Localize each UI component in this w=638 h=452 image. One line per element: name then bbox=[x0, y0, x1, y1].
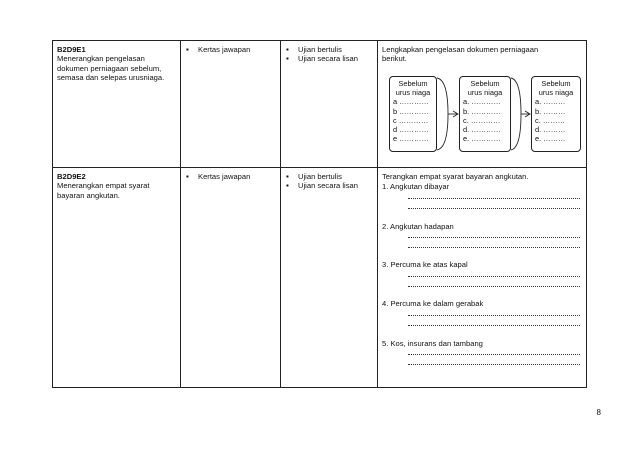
assessment-table bbox=[52, 40, 587, 388]
description-line: Menerangkan pengelasan bbox=[57, 54, 145, 64]
outcome-code: B2D9E2 bbox=[57, 172, 86, 181]
row1-instruction-cell bbox=[382, 45, 582, 64]
question-item: 4. Percuma ke dalam gerabak bbox=[382, 299, 484, 308]
answer-line bbox=[408, 237, 580, 238]
row1-description-cell bbox=[57, 45, 177, 83]
answer-line bbox=[408, 198, 580, 199]
question-item: 1. Angkutan dibayar bbox=[382, 182, 450, 191]
row2-assessment-cell bbox=[286, 172, 358, 191]
answer-line bbox=[408, 247, 580, 248]
question-item: 3. Percuma ke atas kapal bbox=[382, 260, 468, 269]
column-divider bbox=[180, 41, 181, 387]
row2-materials-cell bbox=[186, 172, 250, 181]
box-item: e. ………… bbox=[463, 134, 501, 144]
answer-line bbox=[408, 276, 580, 277]
box-item: c. ………… bbox=[463, 115, 501, 125]
assessment-item: ▪ Ujian secara lisan bbox=[286, 54, 358, 63]
description-line: dokumen perniagaan sebelum, bbox=[57, 63, 162, 73]
box-item: a ………… bbox=[393, 97, 429, 107]
arrow-icon bbox=[510, 76, 532, 152]
arrow-icon bbox=[436, 76, 460, 152]
assessment-item: ▪ Ujian bertulis bbox=[286, 172, 358, 181]
answer-line bbox=[408, 364, 580, 365]
box-heading: urus niaga bbox=[467, 88, 503, 98]
box-item: a. ……… bbox=[535, 97, 566, 107]
box-item: e ………… bbox=[393, 134, 429, 144]
assessment-item: ▪ Ujian bertulis bbox=[286, 45, 358, 54]
description-line: Menerangkan empat syarat bbox=[57, 181, 150, 191]
box-heading: Sebelum bbox=[398, 79, 428, 88]
classification-box-2 bbox=[459, 76, 511, 152]
box-heading: urus niaga bbox=[395, 88, 431, 98]
classification-box-3 bbox=[531, 76, 581, 152]
answer-line bbox=[408, 354, 580, 355]
classification-box-1 bbox=[389, 76, 437, 152]
row1-materials-cell bbox=[186, 45, 250, 54]
instruction-line: berikut. bbox=[382, 54, 407, 64]
answer-line bbox=[408, 208, 580, 209]
answer-line bbox=[408, 325, 580, 326]
outcome-code: B2D9E1 bbox=[57, 45, 86, 54]
material-item: ▪ Kertas jawapan bbox=[186, 172, 250, 181]
box-item: c. ……… bbox=[535, 115, 565, 125]
assessment-item: ▪ Ujian secara lisan bbox=[286, 181, 358, 190]
box-item: b. ……… bbox=[535, 106, 566, 116]
column-divider bbox=[377, 41, 378, 387]
instruction-line: Lengkapkan pengelasan dokumen perniagaan bbox=[382, 45, 539, 54]
box-item: b. ………… bbox=[463, 106, 501, 116]
box-item: b ………… bbox=[393, 106, 429, 116]
answer-line bbox=[408, 286, 580, 287]
box-item: d. ……… bbox=[535, 125, 566, 135]
question-item: 5. Kos, insurans dan tambang bbox=[382, 339, 483, 348]
description-line: semasa dan selepas urusniaga. bbox=[57, 73, 165, 83]
row-divider bbox=[53, 167, 586, 168]
box-item: e. ……… bbox=[535, 134, 566, 144]
box-heading: Sebelum bbox=[470, 79, 500, 88]
answer-line bbox=[408, 315, 580, 316]
box-heading: Sebelum bbox=[541, 79, 571, 88]
description-line: bayaran angkutan. bbox=[57, 190, 120, 200]
column-divider bbox=[280, 41, 281, 387]
row2-question-cell bbox=[382, 172, 584, 384]
page-number: 8 bbox=[596, 408, 601, 417]
material-item: ▪ Kertas jawapan bbox=[186, 45, 250, 54]
row2-description-cell bbox=[57, 172, 177, 200]
question-item: 2. Angkutan hadapan bbox=[382, 222, 454, 231]
box-heading: urus niaga bbox=[538, 88, 574, 98]
row1-assessment-cell bbox=[286, 45, 358, 64]
instruction-line: Terangkan empat syarat bayaran angkutan. bbox=[382, 172, 529, 181]
box-item: d ………… bbox=[393, 125, 429, 135]
box-item: d. ………… bbox=[463, 125, 501, 135]
box-item: a. ………… bbox=[463, 97, 501, 107]
box-item: c ………… bbox=[393, 115, 429, 125]
